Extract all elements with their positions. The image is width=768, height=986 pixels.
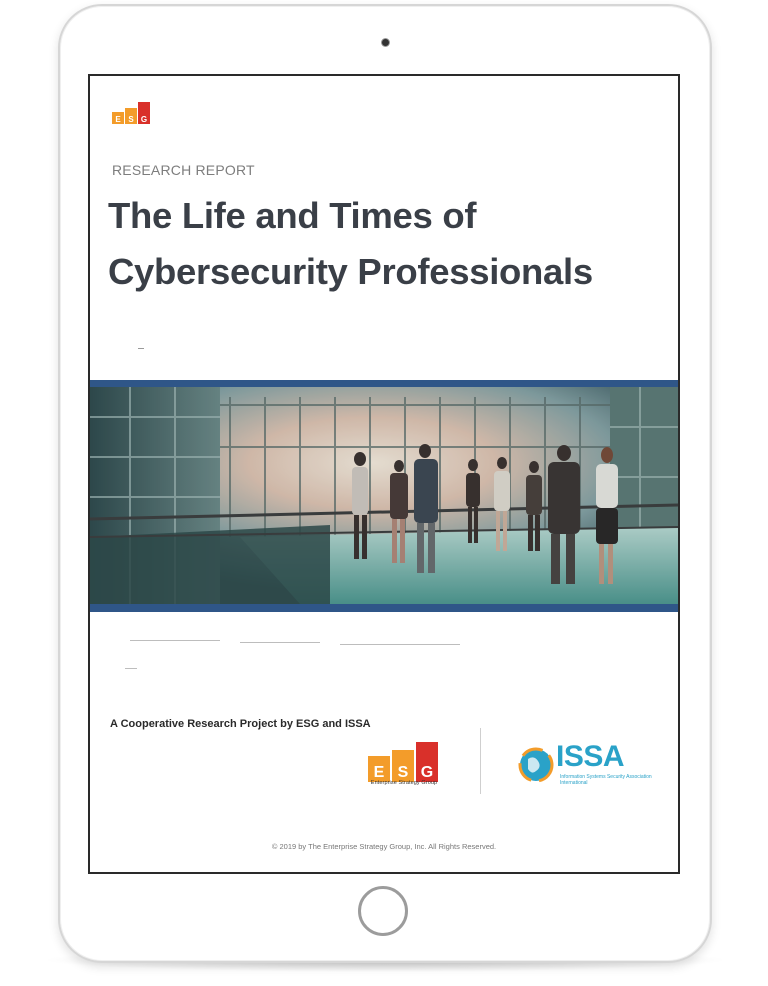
cover-photo-band [90,380,678,612]
home-button[interactable] [358,886,408,936]
esg-small-letter-g: G [140,115,148,124]
faint-line-1 [130,640,220,641]
logo-divider [480,728,481,794]
report-cover [88,74,680,874]
esg-small-letter-e: E [115,115,121,124]
faint-line-4 [125,668,137,669]
cover-photo-office-meeting [90,387,678,604]
esg-letter-e: E [373,764,385,781]
report-title-line-1: The Life and Times of [108,195,477,236]
stray-mark [138,348,144,349]
issa-tagline: Information Systems Security Association International [560,774,652,786]
report-type-label: RESEARCH REPORT [112,162,255,178]
esg-company-name: Enterprise Strategy Group [370,780,438,786]
esg-letter-s: S [397,764,409,781]
esg-letter-g: G [420,764,434,781]
camera-icon [382,39,389,46]
copyright-notice: © 2019 by The Enterprise Strategy Group, Inc. All Rights Reserved. [271,842,497,851]
esg-small-letter-s: S [128,115,134,124]
cooperative-project-line: A Cooperative Research Project by ESG and ISSA [110,718,371,730]
issa-wordmark: ISSA [556,740,625,773]
esg-logo-small [112,102,152,126]
report-title [108,188,668,300]
faint-line-2 [240,642,320,643]
globe-icon [518,747,554,783]
report-title-line-2: Cybersecurity Professionals [108,251,593,292]
faint-line-3 [340,644,460,645]
